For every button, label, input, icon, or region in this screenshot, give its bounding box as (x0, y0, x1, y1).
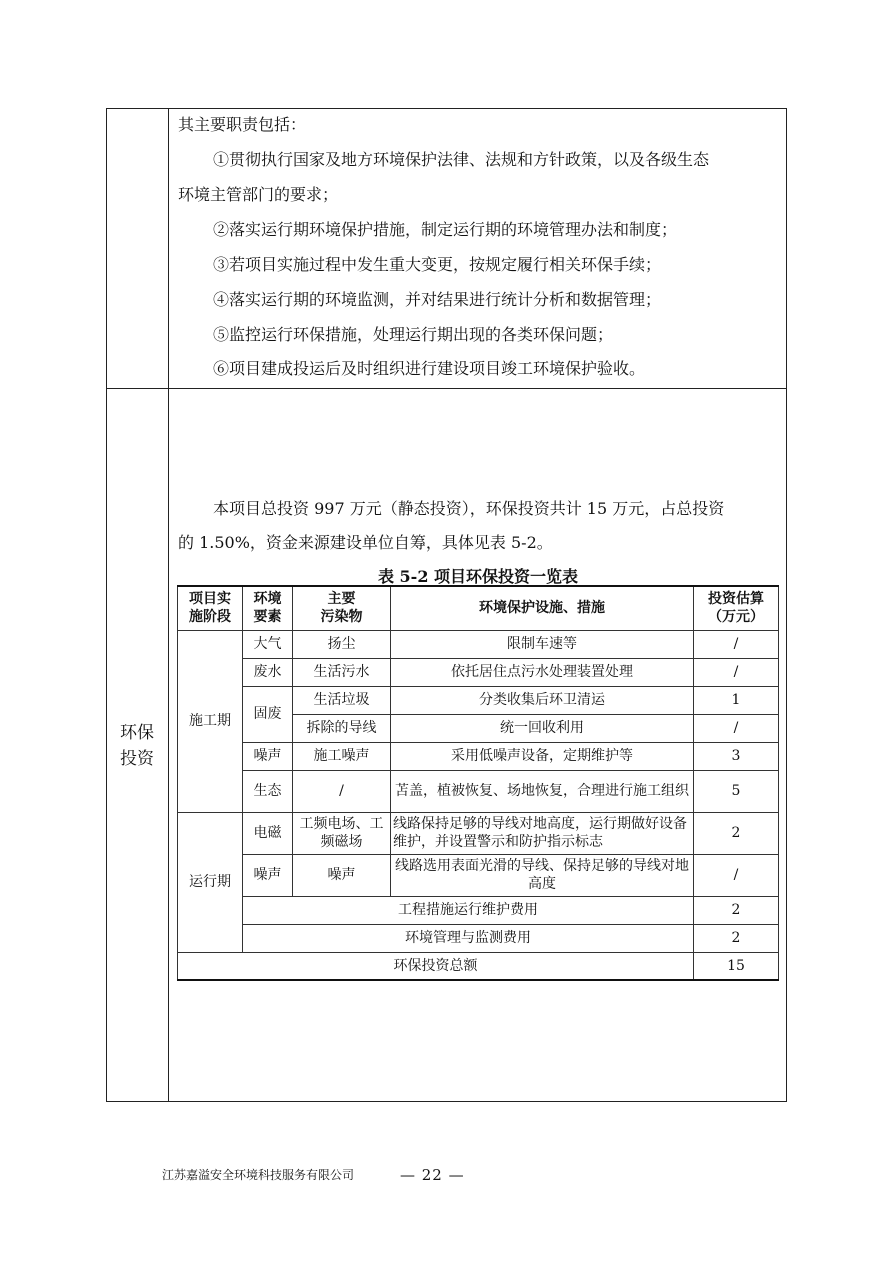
cell-cost: / (694, 630, 779, 658)
cell-cost: / (694, 658, 779, 686)
cell-pollutant: 施工噪声 (293, 742, 391, 770)
maintenance-cost: 2 (694, 896, 779, 924)
header-element: 环境 要素 (243, 586, 293, 630)
footer-company: 江苏嘉溢安全环境科技服务有限公司 (162, 1168, 355, 1182)
cell-measure: 分类收集后环卫清运 (391, 686, 694, 714)
label-column-divider (168, 108, 169, 1102)
table-row (178, 686, 779, 714)
cell-element: 电磁 (243, 812, 293, 854)
section-label-line2: 投资 (120, 749, 154, 769)
duty-item-1: ①贯彻执行国家及地方环境保护法律、法规和方针政策，以及各级生态 (213, 150, 710, 169)
table-row (178, 630, 779, 658)
total-cost: 15 (694, 952, 779, 980)
table-row (178, 896, 779, 924)
cell-measure: 依托居住点污水处理装置处理 (391, 658, 694, 686)
table-row (178, 812, 779, 854)
duty-item-6: ⑥项目建成投运后及时组织进行建设项目竣工环境保护验收。 (213, 359, 646, 378)
total-row (178, 952, 779, 980)
section-label-line1: 环保 (120, 723, 154, 743)
duty-item-1-cont: 环境主管部门的要求； (178, 185, 339, 204)
header-stage: 项目实 施阶段 (178, 586, 243, 630)
cell-element: 废水 (243, 658, 293, 686)
cell-element: 噪声 (243, 742, 293, 770)
duty-item-4: ④落实运行期的环境监测，并对结果进行统计分析和数据管理； (213, 290, 662, 309)
header-cost: 投资估算 （万元） (694, 586, 779, 630)
table-row (178, 742, 779, 770)
cell-measure: 统一回收利用 (391, 714, 694, 742)
cell-measure: 线路保持足够的导线对地高度，运行期做好设备维护，并设置警示和防护指示标志 (391, 812, 694, 854)
maintenance-label: 工程措施运行维护费用 (243, 896, 694, 924)
cell-element: 生态 (243, 770, 293, 812)
section-divider (106, 388, 787, 389)
cell-pollutant: 扬尘 (293, 630, 391, 658)
cell-pollutant: / (293, 770, 391, 812)
table-row (178, 770, 779, 812)
cell-cost: 5 (694, 770, 779, 812)
cell-element: 大气 (243, 630, 293, 658)
cell-element: 固废 (243, 686, 293, 742)
cell-measure: 苫盖，植被恢复、场地恢复，合理进行施工组织 (391, 770, 694, 812)
investment-line2: 的 1.50%，资金来源建设单位自筹，具体见表 5-2。 (178, 533, 553, 552)
cell-pollutant: 工频电场、工频磁场 (293, 812, 391, 854)
investment-line1: 本项目总投资 997 万元（静态投资），环保投资共计 15 万元，占总投资 (213, 499, 725, 518)
cell-cost: 3 (694, 742, 779, 770)
cell-pollutant: 生活垃圾 (293, 686, 391, 714)
cell-pollutant: 生活污水 (293, 658, 391, 686)
cell-measure: 线路选用表面光滑的导线、保持足够的导线对地高度 (391, 854, 694, 896)
cell-element: 噪声 (243, 854, 293, 896)
cell-pollutant: 噪声 (293, 854, 391, 896)
duty-item-3: ③若项目实施过程中发生重大变更，按规定履行相关环保手续； (213, 255, 662, 274)
cell-measure: 限制车速等 (391, 630, 694, 658)
duty-item-2: ②落实运行期环境保护措施，制定运行期的环境管理办法和制度； (213, 220, 678, 239)
total-label: 环保投资总额 (178, 952, 694, 980)
header-measure: 环境保护设施、措施 (391, 586, 694, 630)
cell-measure: 采用低噪声设备，定期维护等 (391, 742, 694, 770)
header-pollutant: 主要 污染物 (293, 586, 391, 630)
monitoring-cost: 2 (694, 924, 779, 952)
stage-construction: 施工期 (178, 630, 243, 812)
section-label (106, 720, 168, 772)
table-row (178, 924, 779, 952)
table-row (178, 658, 779, 686)
duty-item-5: ⑤监控运行环保措施，处理运行期出现的各类环保问题； (213, 325, 614, 344)
duties-intro: 其主要职责包括： (178, 115, 307, 134)
cell-cost: / (694, 714, 779, 742)
page-number: — 22 — (400, 1166, 465, 1184)
cell-cost: / (694, 854, 779, 896)
investment-table (177, 585, 779, 981)
stage-operation: 运行期 (178, 812, 243, 952)
table-title: 表 5-2 项目环保投资一览表 (377, 567, 579, 586)
table-row (178, 854, 779, 896)
monitoring-label: 环境管理与监测费用 (243, 924, 694, 952)
cell-cost: 1 (694, 686, 779, 714)
cell-cost: 2 (694, 812, 779, 854)
cell-pollutant: 拆除的导线 (293, 714, 391, 742)
